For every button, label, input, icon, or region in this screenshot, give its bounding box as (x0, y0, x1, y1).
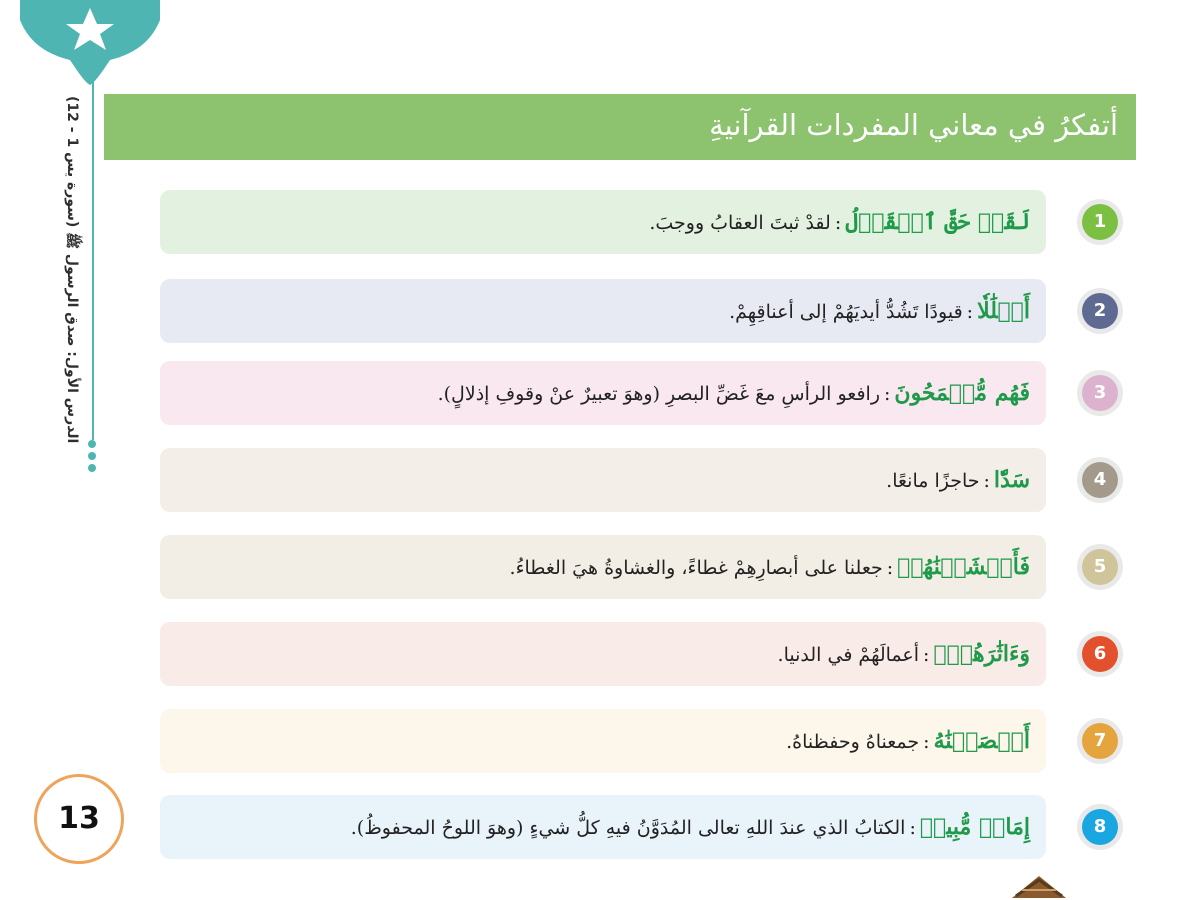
vocab-term: وَءَاثَٰرَهُمۡۚ (933, 641, 1030, 667)
vocab-term: سَدّٗا (993, 467, 1030, 493)
number-badge-label: 1 (1082, 204, 1118, 240)
vocab-definition: الكتابُ الذي عندَ اللهِ تعالى المُدَوَّنُ فيهِ كلُّ شيءٍ (وهوَ اللوحُ المحفوظُ). (350, 817, 906, 839)
vocab-definition: رافعو الرأسِ معَ غَضِّ البصرِ (وهوَ تعبيرٌ عنْ وقوفِ إذلالٍ). (437, 383, 880, 405)
quran-stand-icon (1004, 868, 1074, 900)
vocab-row (160, 622, 1046, 686)
vocab-row (160, 795, 1046, 859)
vocab-row (160, 361, 1046, 425)
number-badge (1077, 288, 1123, 334)
number-badge (1077, 718, 1123, 764)
number-badge (1077, 631, 1123, 677)
separator: : (966, 301, 974, 323)
vocab-term: إِمَامٖ مُّبِينٖ (919, 814, 1030, 840)
number-badge-label: 5 (1082, 549, 1118, 585)
vocab-row (160, 190, 1046, 254)
separator: : (884, 383, 891, 405)
vocab-term: لَقَدۡ حَقَّ ٱلۡقَوۡلُ (845, 209, 1030, 235)
page-title: أتفكرُ في معاني المفردات القرآنيةِ (709, 108, 1118, 142)
lesson-label: الدرس الأول: صدق الرسول ﷺ (سورة يس 1 - 12) (64, 96, 80, 444)
number-badge (1077, 457, 1123, 503)
number-badge-label: 2 (1082, 293, 1118, 329)
vocab-row (160, 709, 1046, 773)
title-banner (104, 94, 1136, 160)
number-badge (1077, 199, 1123, 245)
side-dots (85, 440, 99, 480)
vocab-term: أَحۡصَيۡنَٰهُ (933, 728, 1030, 754)
vocab-term: أَغۡلَٰلٗا (977, 298, 1030, 324)
number-badge (1077, 804, 1123, 850)
number-badge-label: 7 (1082, 723, 1118, 759)
vocab-term: فَأَغۡشَيۡنَٰهُمۡ (897, 554, 1030, 580)
number-badge-label: 6 (1082, 636, 1118, 672)
number-badge (1077, 544, 1123, 590)
number-badge-label: 4 (1082, 462, 1118, 498)
number-badge-label: 3 (1082, 375, 1118, 411)
separator: : (923, 644, 930, 666)
separator: : (983, 470, 990, 492)
separator: : (923, 731, 930, 753)
vocab-definition: جعلنا على أبصارِهِمْ غطاءً، والغشاوةُ هيَ الغطاءُ. (509, 557, 883, 579)
vocab-definition: حاجزًا مانعًا. (886, 470, 980, 492)
number-badge (1077, 370, 1123, 416)
vocab-row (160, 279, 1046, 343)
star-emblem-icon (0, 0, 160, 90)
vocab-definition: أعمالَهُمْ في الدنيا. (777, 644, 920, 666)
vocab-term: فَهُم مُّقۡمَحُونَ (894, 380, 1030, 406)
vocab-definition: لقدْ ثبتَ العقابُ ووجبَ. (649, 212, 831, 234)
number-badge-label: 8 (1082, 809, 1118, 845)
separator: : (886, 557, 894, 579)
vocab-definition: جمعناهُ وحفظناهُ. (786, 731, 920, 753)
side-rule (92, 80, 94, 440)
vocab-definition: قيودًا تَشُدُّ أيديَهُمْ إلى أعناقِهِمْ. (729, 301, 963, 323)
separator: : (909, 817, 916, 839)
vocab-row (160, 448, 1046, 512)
page-number: 13 (34, 774, 124, 864)
separator: : (834, 212, 842, 234)
vocab-row (160, 535, 1046, 599)
